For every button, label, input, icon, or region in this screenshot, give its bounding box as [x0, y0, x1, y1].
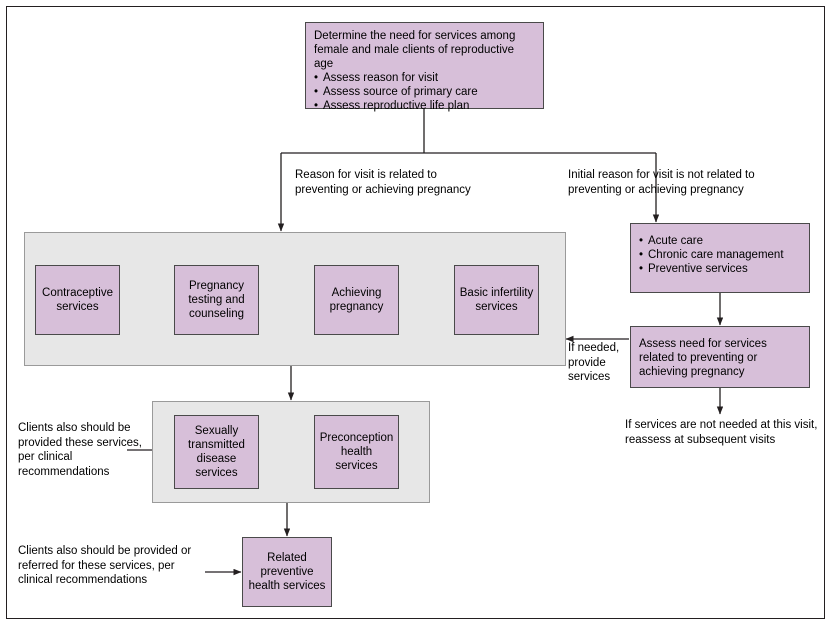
determine-heading: Determine the need for services among female and male clients of reproductive age [314, 30, 516, 70]
label-reason-related: Reason for visit is related to preventing or achieving pregnancy [295, 169, 471, 196]
acute-care-bullet-2: • Chronic care management [639, 248, 801, 262]
determine-bullets [314, 71, 535, 113]
acute-care-bullets [639, 234, 801, 276]
label-clients-also-std: Clients also should be provided these services, per clinical recommendations [18, 422, 143, 478]
acute-care-bullet-3: • Preventive services [639, 262, 801, 276]
box-preconception-services: Preconception health services [314, 415, 399, 489]
box-determine-need [305, 22, 544, 112]
box-contraceptive-services: Contraceptive services [35, 265, 120, 335]
determine-bullet-2: • Assess source of primary care [314, 85, 535, 99]
box-acute-care [630, 223, 810, 293]
label-initial-reason-not-related: Initial reason for visit is not related to preventing or achieving pregnancy [568, 169, 755, 196]
box-related-preventive: Related preventive health services [242, 537, 332, 607]
label-clients-also-preventive: Clients also should be provided or referred for these services, per clinical recommendations [18, 545, 192, 586]
box-achieving-pregnancy: Achieving pregnancy [314, 265, 399, 335]
label-if-needed: If needed, provide services [568, 342, 620, 383]
acute-care-bullet-1: • Acute care [639, 234, 801, 248]
box-basic-infertility: Basic infertility services [454, 265, 539, 335]
label-if-not-needed: If services are not needed at this visit, reassess at subsequent visits [625, 419, 818, 446]
determine-bullet-1: • Assess reason for visit [314, 71, 535, 85]
box-assess-need: Assess need for services related to preventing or achieving pregnancy [630, 326, 810, 388]
box-std-services: Sexually transmitted disease services [174, 415, 259, 489]
box-pregnancy-testing: Pregnancy testing and counseling [174, 265, 259, 335]
determine-bullet-3: • Assess reproductive life plan [314, 99, 535, 113]
